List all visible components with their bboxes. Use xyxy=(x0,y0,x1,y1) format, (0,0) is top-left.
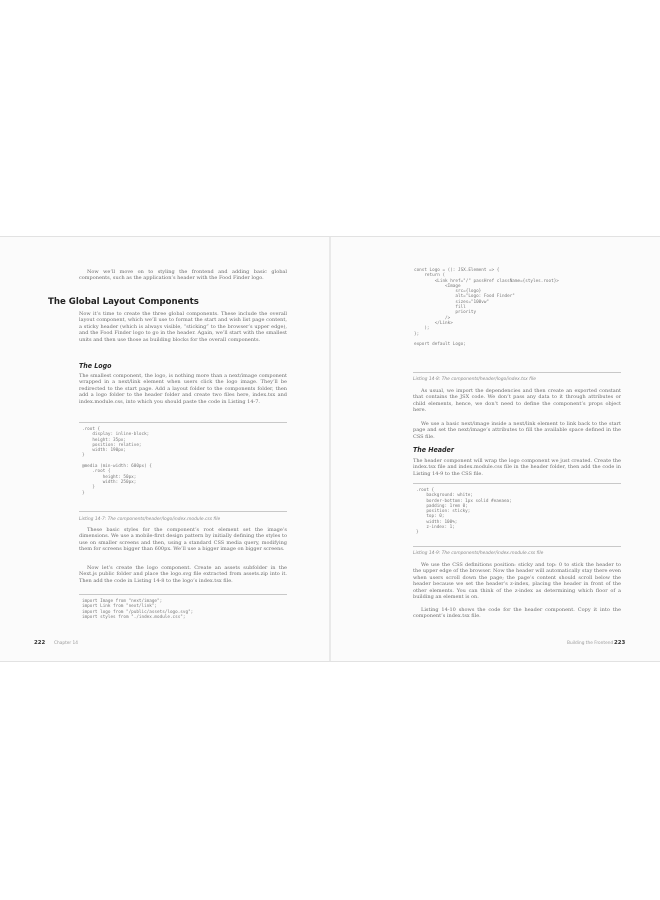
code-listing-14-8-imports: import Image from "next/image"; import Link from "next/link"; import logo from "/public/assets/logo.svg"; import styles from "./index.module.css"; xyxy=(82,599,194,620)
header-paragraph-1: The header component will wrap the logo component we just created. Create the index.tsx file and index.module.css file in the header folder, then add the code in Listing 14-9 to the CSS file. xyxy=(413,458,621,477)
logo-paragraph-4: As usual, we import the dependencies and then create an exported constant that contains the JSX code. We don’t pass any data to it through attributes or child elements, hence, we don’t need to define the component’s props object here. xyxy=(413,388,621,414)
listing-top-rule xyxy=(79,422,287,423)
book-spread xyxy=(0,236,660,662)
running-head: Building the Frontend xyxy=(567,641,614,646)
listing-bottom-rule xyxy=(79,511,287,512)
listing-top-rule xyxy=(413,483,621,484)
logo-paragraph-2: These basic styles for the component’s root element set the image’s dimensions. We use a mobile-first design pattern by initially defining the styles to use on smaller screens and then, using a standard CSS media query, modifying them for screens bigger than 600px. We’ll use a bigger image on bigger screens. xyxy=(79,527,287,553)
running-head: Chapter 14 xyxy=(54,641,79,646)
listing-bottom-rule xyxy=(413,372,621,373)
logo-subheading: The Logo xyxy=(79,362,112,370)
right-page xyxy=(331,237,660,661)
logo-paragraph-3: Now let’s create the logo component. Create an assets subfolder in the Next.js public folder and place the logo.svg file extracted from assets.zip into it. Then add the code in Listing 14-8 to the logo’s index.tsx file. xyxy=(79,565,287,584)
listing-caption-14-7: Listing 14-7: The components/header/logo/index.module.css file xyxy=(79,517,221,522)
listing-caption-14-9: Listing 14-9: The components/header/index.module.css file xyxy=(413,551,544,556)
code-listing-14-7: .root { display: inline-block; height: 35px; position: relative; width: 190px; } @media (min-width: 600px) { .root { height: 50px; width: 250px; } } xyxy=(82,427,152,496)
header-paragraph-2: We use the CSS definitions position: sticky and top: 0 to stick the header to the upper edge of the browser. Now the header will automatically stay there even when users scroll down the page; the page’s content should scroll below the header because we set the header’s z-index, placing the header in front of the other elements. You can think of the z-index as determining which floor of a building an element is on. xyxy=(413,562,621,601)
header-paragraph-3: Listing 14-10 shows the code for the header component. Copy it into the component’s index.tsx file. xyxy=(413,607,621,620)
section-paragraph: Now it’s time to create the three global components. These include the overall layout component, which we’ll use to format the start and wish list page content, a sticky header (which is always visible, “sticking” to the browser’s upper edge), and the Food Finder logo to go in the header. Again, we’ll start with the smallest units and then use those as building blocks for the overall components. xyxy=(79,311,287,343)
code-listing-14-8: const Logo = (): JSX.Element => { return ( <Link href="/" passHref className={styles.root}> <Image src={logo} alt="Logo: Food Finder" sizes="100vw" fill priority /> </Link> ); }; export default Logo; xyxy=(414,268,559,348)
page-number: 222 xyxy=(34,640,46,646)
logo-paragraph-5: We use a basic next/image inside a next/link element to link back to the start page and set the next/image’s attributes to fill the available space defined in the CSS file. xyxy=(413,421,621,440)
listing-bottom-rule xyxy=(413,546,621,547)
listing-top-rule xyxy=(79,594,287,595)
left-page xyxy=(0,237,329,661)
code-listing-14-9: .root { background: white; border-bottom: 1px solid #eaeaea; padding: 1rem 0; position: sticky; top: 0; width: 100%; z-index: 1; } xyxy=(416,488,512,536)
section-heading: The Global Layout Components xyxy=(48,297,199,307)
header-subheading: The Header xyxy=(413,446,454,454)
listing-caption-14-8: Listing 14-8: The components/header/logo/index.tsx file xyxy=(413,377,536,382)
logo-paragraph-1: The smallest component, the logo, is nothing more than a next/image component wrapped in a next/link element when users click the logo image. They’ll be redirected to the start page. Add a layout folder to the components folder, then add a logo folder to the header folder and create two files here, index.tsx and index.module.css, into which you should paste the code in Listing 14-7. xyxy=(79,373,287,405)
page-number: 223 xyxy=(614,640,626,646)
intro-paragraph: Now we’ll move on to styling the frontend and adding basic global components, such as the application’s header with the Food Finder logo. xyxy=(79,269,287,282)
